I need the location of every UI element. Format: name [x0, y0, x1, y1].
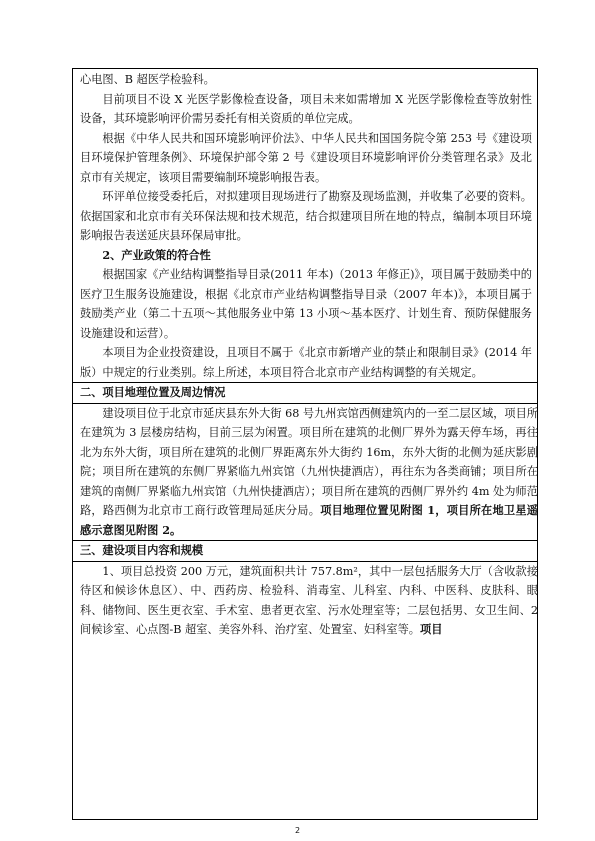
scope-text: 1、项目总投资 200 万元，建筑面积共计 757.8m²，其中一层包括服务大厅（含收款接待区和候诊休息区）、中、西药房、检验科、消毒室、儿科室、内科、中医科、皮肤科、眼科、储物间、医生更衣室、手术室、患者更衣室、污水处理室等；二层包括男、女卫生间、2 间候诊室、心点图-B 超室、美容外科、治疗室、处置室、妇科室等。 — [80, 564, 538, 636]
paragraph-legal-basis: 根据《中华人民共和国环境影响评价法》、中华人民共和国国务院令第 253 号《建设项目环境保护管理条例》、环境保护部令第 2 号《建设项目环境影响评价分类管理名录》及北京市有关规定，该项目需要编制环境影响报告表。 — [80, 131, 532, 184]
paragraph-location — [72, 403, 538, 541]
paragraph-policy-catalog: 根据国家《产业结构调整指导目录(2011 年本)（2013 年修正)》，项目属于鼓励类中的医疗卫生服务设施建设，根据《北京市产业结构调整指导目录（2007 年本)》，本项目属于鼓励类产业（第二十五项～其他服务业中第 13 小项～基本医疗、计划生育、预防保健服务设施建设和运营）。 — [80, 268, 532, 340]
heading-industrial-policy: 2、产业政策的符合性 — [102, 247, 211, 262]
paragraph-continuation: 心电图、B 超医学检验科。 — [80, 73, 215, 86]
heading-location: 二、项目地理位置及周边情况 — [72, 382, 538, 403]
paragraph-scope — [72, 561, 538, 640]
paragraph-xray: 目前项目不设 X 光医学影像检查设备，项目未来如需增加 X 光医学影像检查等放射性设备，其环境影响评价需另委托有相关资质的单位完成。 — [80, 92, 532, 125]
location-figure-ref: 项目地理位置见附图 1，项目所在地卫星遥感示意图见附图 2。 — [80, 503, 538, 537]
heading-scope: 三、建设项目内容和规模 — [72, 540, 538, 561]
page-number: 2 — [294, 826, 301, 835]
scope-tail: 项目 — [420, 622, 443, 636]
document-body — [80, 70, 538, 640]
location-text: 建设项目位于北京市延庆县东外大街 68 号九州宾馆西侧建筑内的一至二层区域，项目所在建筑为 3 层楼房结构，目前三层为闲置。项目所在建筑的北侧厂界外为露天停车场，再往北为东外大街，项目所在建筑的北侧厂界距离东外大街约 16m，东外大街的北侧为延庆影剧院；项目所在建筑的东侧厂界紧临九州宾馆（九州快捷酒店），再往东为各类商铺；项目所在建筑的南侧厂界紧临九州宾馆（九州快捷酒店）；项目所在建筑的西侧厂界外约 4m 处为师范路，路西侧为北京市工商行政管理局延庆分局。 — [80, 406, 538, 517]
paragraph-policy-conclusion: 本项目为企业投资建设，且项目不属于《北京市新增产业的禁止和限制目录》(2014 年版）中规定的行业类别。综上所述，本项目符合北京市产业结构调整的有关规定。 — [80, 346, 532, 379]
paragraph-assessment: 环评单位接受委托后，对拟建项目现场进行了勘察及现场监测，并收集了必要的资料。依据国家和北京市有关环保法规和技术规范，结合拟建项目所在地的特点，编制本项目环境影响报告表送延庆县环保局审批。 — [80, 190, 532, 242]
